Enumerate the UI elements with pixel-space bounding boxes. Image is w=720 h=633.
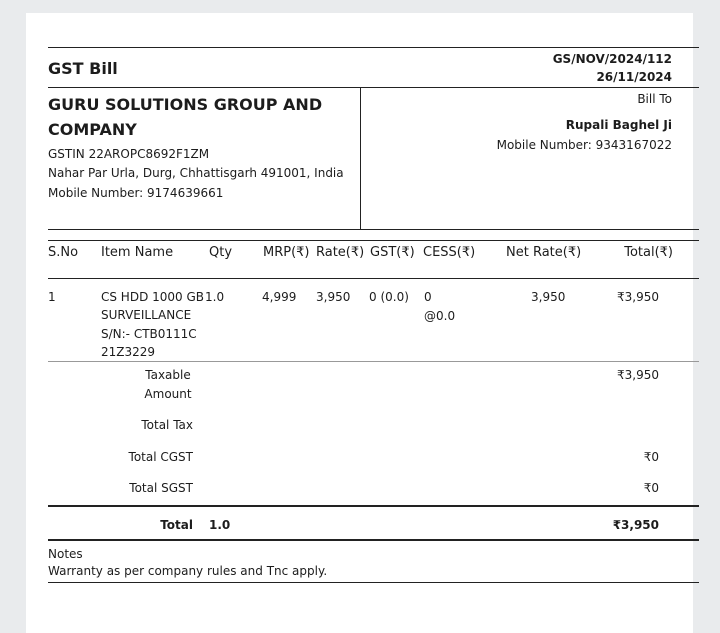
row-gst: 0 (0.0) (369, 290, 409, 304)
seller-gstin: GSTIN 22AROPC8692F1ZM (48, 147, 210, 161)
cgst-label: Total CGST (128, 450, 193, 464)
row-net-rate: 3,950 (531, 290, 566, 304)
col-mrp: MRP(₹) (263, 245, 310, 260)
invoice-paper (26, 13, 693, 633)
total-bottom-rule (48, 539, 699, 541)
col-qty: Qty (209, 245, 233, 260)
cgst-value: ₹0 (643, 450, 659, 464)
top-rule (48, 47, 699, 48)
seller-name: GURU SOLUTIONS GROUP AND (48, 95, 323, 114)
row-sno: 1 (48, 290, 56, 304)
row-mrp: 4,999 (262, 290, 297, 304)
row-item-line2: SURVEILLANCE (101, 308, 192, 322)
col-sno: S.No (48, 245, 79, 260)
notes-label: Notes (48, 547, 83, 561)
col-rate: Rate(₹) (316, 245, 365, 260)
row-item-line4: 21Z3229 (101, 345, 156, 359)
header-bottom-rule (48, 229, 699, 230)
sgst-value: ₹0 (643, 481, 659, 495)
table-top-rule (48, 240, 699, 241)
seller-mobile: Mobile Number: 9174639661 (48, 186, 224, 200)
page-title: GST Bill (48, 59, 118, 78)
buyer-mobile: Mobile Number: 9343167022 (496, 138, 672, 152)
table-header-rule (48, 278, 699, 279)
seller-name-line2: COMPANY (48, 120, 137, 139)
row-item-line3: S/N:- CTB0111C (101, 327, 197, 341)
taxable-value: ₹3,950 (617, 368, 659, 382)
sgst-label: Total SGST (129, 481, 193, 495)
seller-address: Nahar Par Urla, Durg, Chhattisgarh 491001, India (48, 166, 344, 180)
row-rule (48, 361, 699, 362)
invoice-date: 26/11/2024 (596, 70, 672, 84)
notes-text: Warranty as per company rules and Tnc apply. (48, 564, 328, 578)
col-gst: GST(₹) (370, 245, 415, 260)
taxable-label: Taxable (145, 368, 191, 382)
total-qty: 1.0 (209, 518, 231, 532)
row-rate: 3,950 (316, 290, 351, 304)
total-label: Total (160, 518, 193, 532)
taxable-label-line2: Amount (144, 387, 192, 401)
col-total: Total(₹) (624, 245, 673, 260)
row-cess-rate: @0.0 (424, 309, 456, 323)
total-value: ₹3,950 (612, 518, 659, 532)
total-tax-label: Total Tax (141, 418, 193, 432)
invoice-number: GS/NOV/2024/112 (552, 52, 672, 66)
row-qty: 1.0 (205, 290, 225, 304)
bill-to-label: Bill To (637, 92, 672, 106)
col-net-rate: Net Rate(₹) (506, 245, 582, 260)
col-cess: CESS(₹) (423, 245, 476, 260)
header-divider (360, 87, 361, 229)
row-cess: 0 (424, 290, 432, 304)
header-rule (48, 87, 699, 88)
col-item: Item Name (101, 245, 174, 260)
buyer-name: Rupali Baghel Ji (565, 118, 672, 132)
notes-rule (48, 582, 699, 583)
row-total: ₹3,950 (617, 290, 659, 304)
row-item-line1: CS HDD 1000 GB (101, 290, 205, 304)
total-top-rule (48, 505, 699, 507)
